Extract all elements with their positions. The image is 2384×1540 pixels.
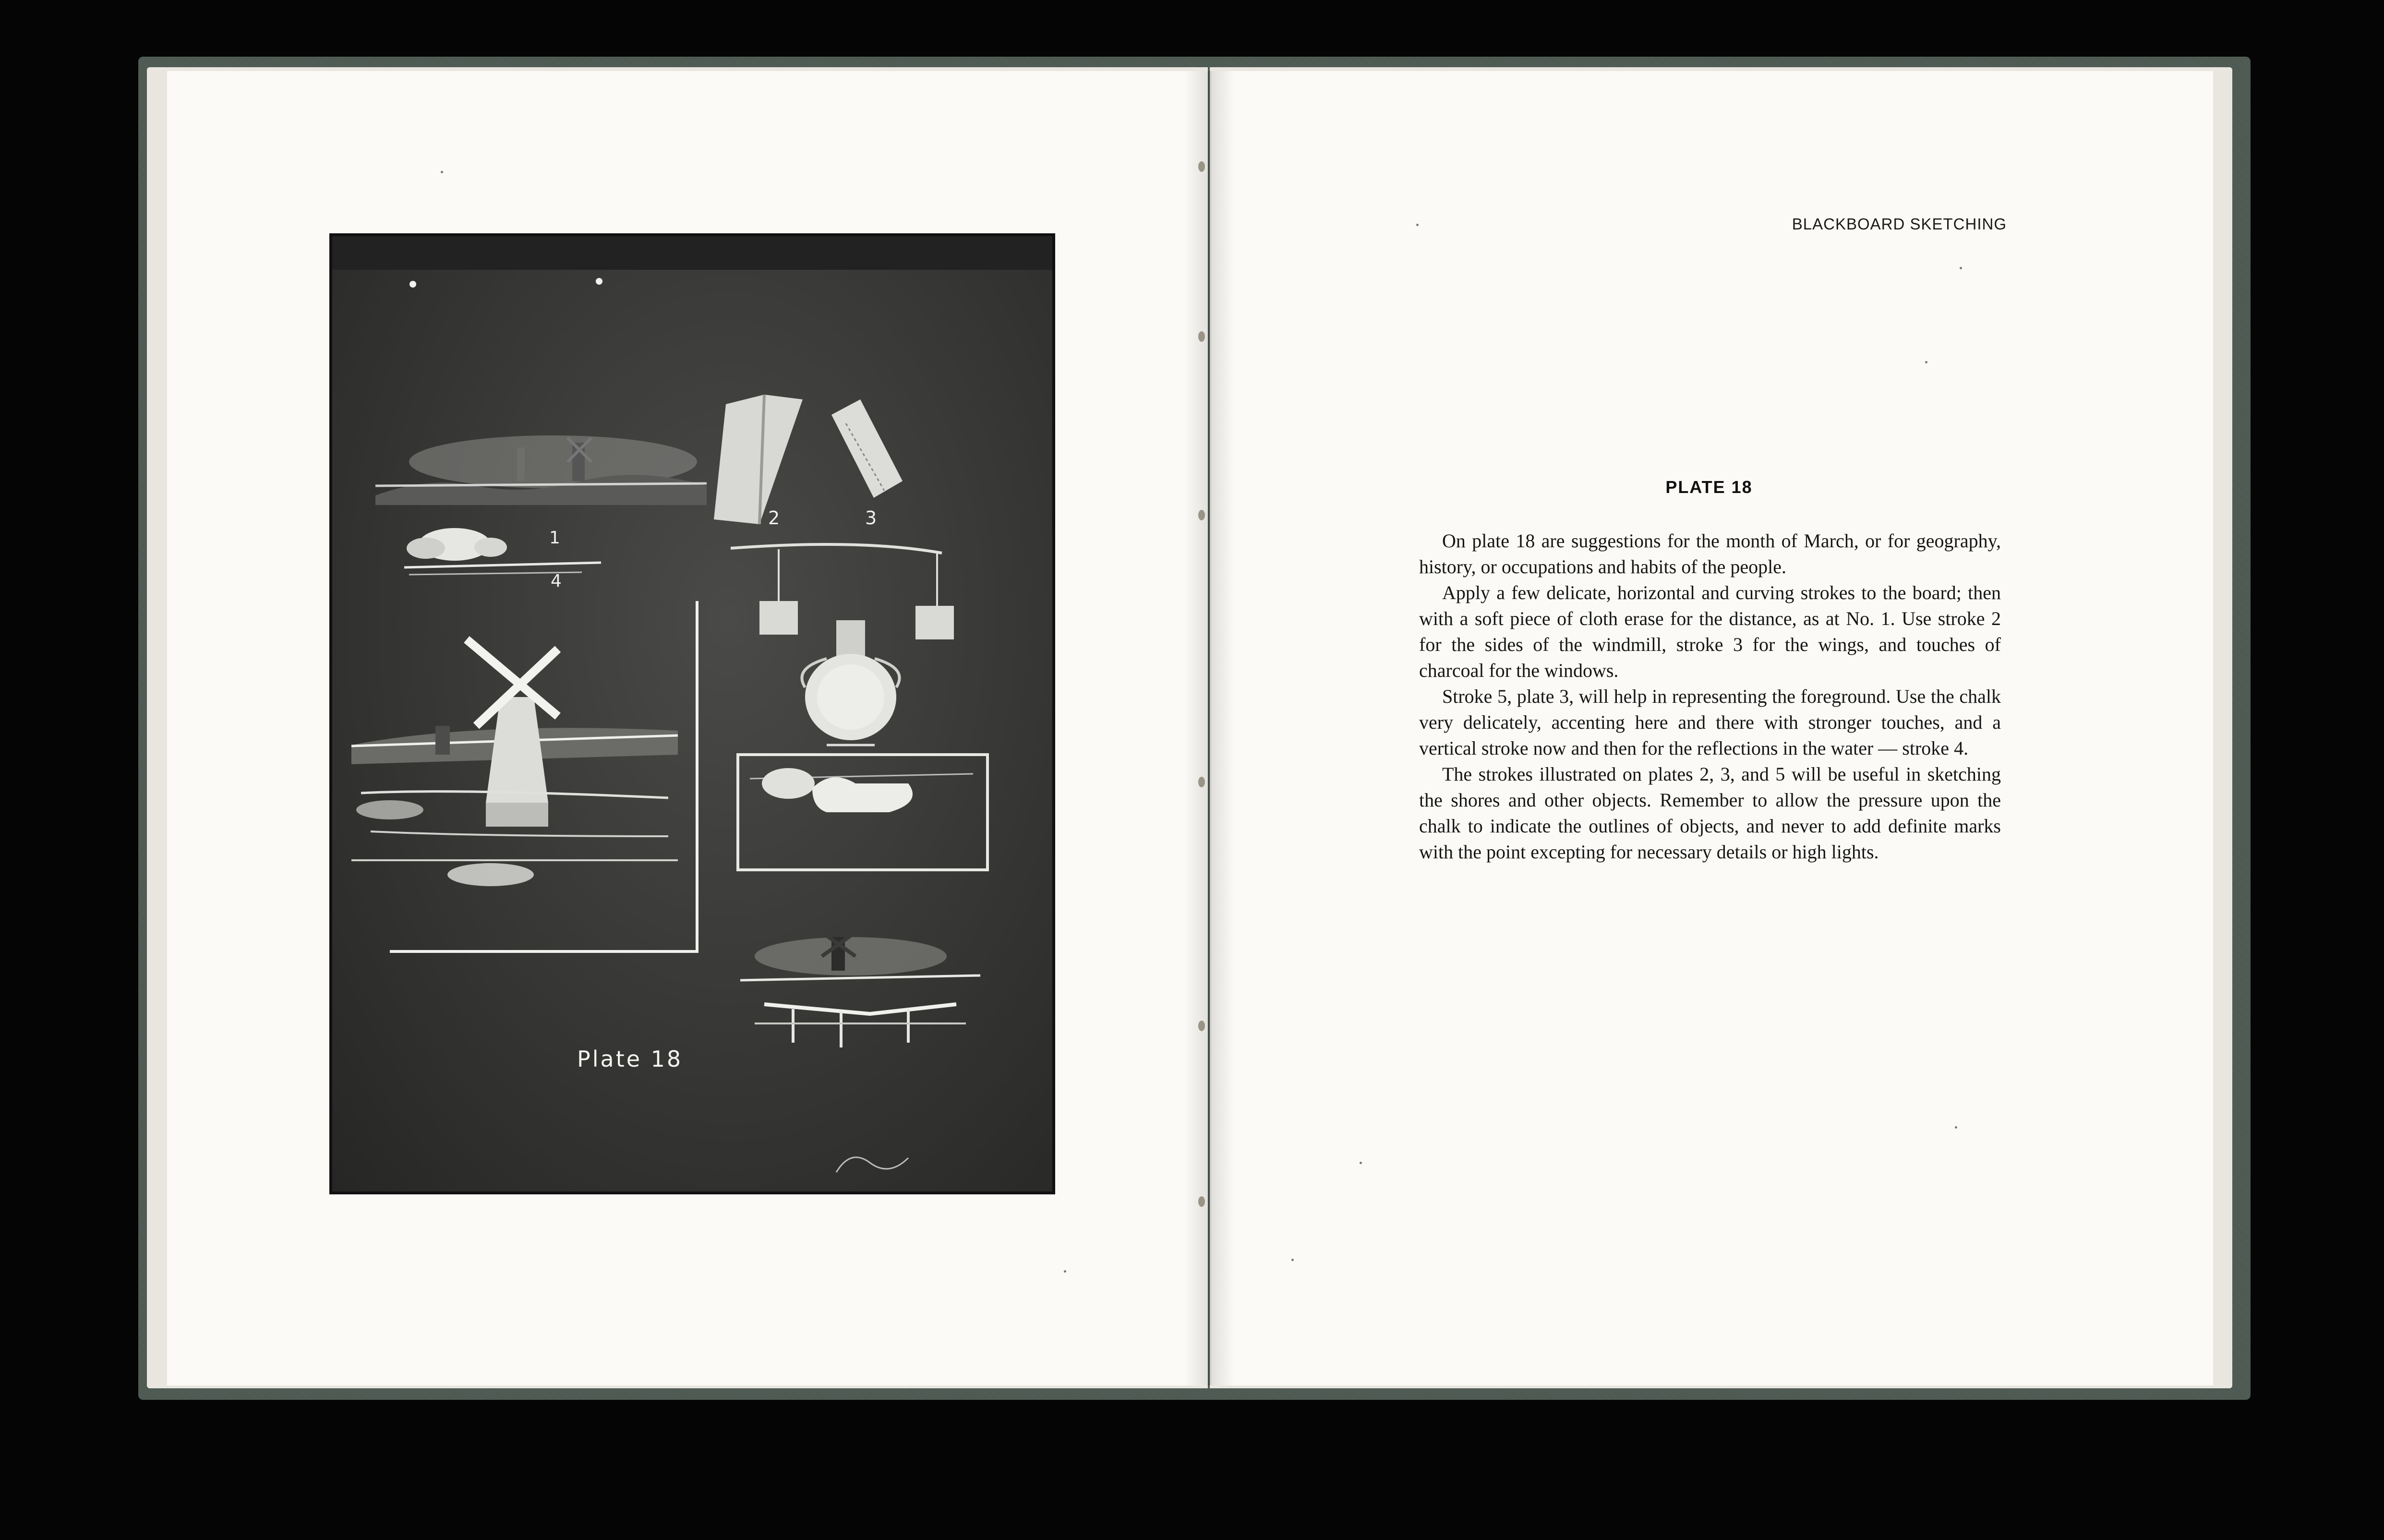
paper-speck — [1064, 1270, 1066, 1273]
running-head: BLACKBOARD SKETCHING — [1792, 215, 2007, 233]
stroke-number-2: 2 — [768, 507, 780, 529]
stroke-number-3: 3 — [865, 507, 877, 529]
stroke-number-1: 1 — [549, 528, 560, 548]
paper-speck — [1960, 267, 1962, 269]
paragraph: Apply a few delicate, horizontal and curving strokes to the board; then with a soft piece of cloth erase for the distance, as at No. 1. Use stroke 2 for the sides of the windmill, stroke 3 for the wings, and touches of charcoal for the windows. — [1419, 582, 2001, 681]
chalkboard-drawing — [332, 236, 1052, 1191]
paper-speck — [441, 171, 443, 173]
body-text — [1419, 528, 2001, 865]
binding-stitch — [1198, 1196, 1205, 1207]
bushes-sketch — [404, 528, 601, 575]
binding-stitch — [1198, 1021, 1205, 1031]
paragraph: The strokes illustrated on plates 2, 3, and 5 will be useful in sketching the shores and other objects. Remember to allow the pressure upon the chalk to indicate the outlines of objects, and never to add definite marks with the point excepting for necessary details or high lights. — [1419, 763, 2001, 863]
paragraph: Stroke 5, plate 3, will help in representing the foreground. Use the chalk very delicately, accenting here and there with stronger touches, and a vertical stroke now and then for the reflections in the water — stroke 4. — [1419, 686, 2001, 759]
bridge-sketch — [740, 932, 980, 1047]
paragraph: On plate 18 are suggestions for the month of March, or for geography, history, or occupations and habits of the people. — [1419, 530, 2001, 578]
paper-speck — [1291, 1259, 1294, 1261]
book-gutter — [1185, 71, 1235, 1385]
binding-stitch — [1198, 777, 1205, 787]
paper-speck — [1416, 224, 1419, 226]
chalk-dot — [409, 281, 416, 288]
binding-stitch — [1198, 331, 1205, 342]
chalk-dot — [596, 278, 602, 285]
chalk-squiggle — [836, 1157, 908, 1172]
binding-stitch — [1198, 161, 1205, 172]
plate-photograph — [329, 233, 1055, 1194]
windmill-sketch — [351, 639, 678, 886]
paper-speck — [1955, 1126, 1957, 1129]
vase-sketch — [802, 620, 899, 745]
binding-stitch — [1198, 510, 1205, 520]
distant-town-sketch — [375, 435, 707, 505]
paper-speck — [1360, 1162, 1362, 1164]
paper-speck — [1925, 361, 1927, 363]
wooden-shoes-sketch — [738, 755, 987, 870]
plate-title: PLATE 18 — [1665, 477, 1753, 497]
stroke-3-demo — [831, 399, 903, 498]
plate-caption: Plate 18 — [577, 1046, 683, 1072]
stroke-2-demo — [714, 395, 803, 524]
stroke-number-4: 4 — [551, 571, 562, 591]
board-rail — [332, 236, 1052, 270]
